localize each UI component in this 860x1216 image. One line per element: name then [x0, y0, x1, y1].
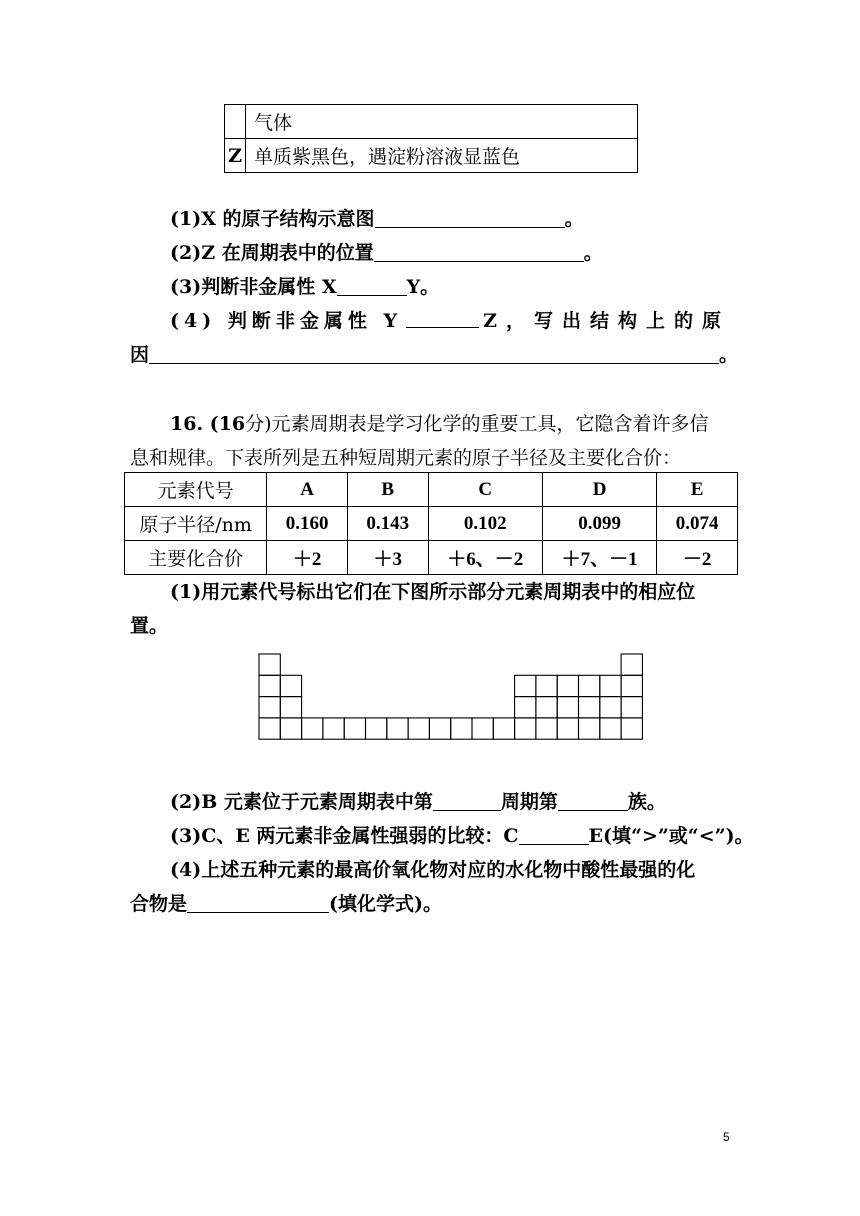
- part-text: 判断非金属性 Y: [227, 310, 403, 332]
- table-cell: 0.143: [347, 507, 428, 541]
- table-cell: 0.099: [542, 507, 656, 541]
- table-row: [125, 541, 738, 575]
- periodic-table-cell[interactable]: [557, 718, 578, 739]
- part-label: (4): [170, 310, 217, 332]
- periodic-table-cell[interactable]: [579, 697, 600, 718]
- periodic-table-cell[interactable]: [302, 718, 323, 739]
- question-stem: 分)元素周期表是学习化学的重要工具，它隐含着许多信: [245, 413, 709, 435]
- table-cell-text: 气体: [246, 105, 638, 139]
- q16-stem-line1: [170, 410, 709, 438]
- table-cell: B: [347, 473, 428, 507]
- part-text: Z 在周期表中的位置: [201, 242, 374, 264]
- periodic-table-cell[interactable]: [280, 675, 301, 696]
- question-stem: 息和规律。下表所列是五种短周期元素的原子半径及主要化合价：: [130, 447, 682, 469]
- group-blank[interactable]: [558, 790, 628, 811]
- part-text: (1)用元素代号标出它们在下图所示部分元素周期表中的相应位: [170, 581, 696, 603]
- periodic-table-cell[interactable]: [579, 718, 600, 739]
- table-cell-text: 单质紫黑色，遇淀粉溶液显蓝色: [246, 139, 638, 173]
- answer-blank[interactable]: [406, 307, 479, 328]
- table-cell: A: [267, 473, 348, 507]
- q15-part1: [170, 205, 584, 233]
- part-line2-start: 因: [130, 344, 150, 366]
- part-text: E(填“>”或“<”)。: [588, 825, 754, 847]
- periodic-table-cell[interactable]: [557, 675, 578, 696]
- table-cell-label: [225, 105, 246, 139]
- period-blank[interactable]: [433, 790, 501, 811]
- table-cell: E: [657, 473, 738, 507]
- periodic-table-cell[interactable]: [323, 718, 344, 739]
- answer-blank[interactable]: [337, 275, 407, 296]
- periodic-table-cell[interactable]: [259, 718, 280, 739]
- q16-part1-line1: [170, 578, 695, 606]
- periodic-table-cell[interactable]: [579, 675, 600, 696]
- answer-blank[interactable]: [149, 343, 719, 364]
- periodic-table-cell[interactable]: [280, 718, 301, 739]
- periodic-table-cell[interactable]: [280, 697, 301, 718]
- table-cell: ＋3: [347, 541, 428, 575]
- periodic-table-cell[interactable]: [387, 718, 408, 739]
- periodic-table-cell[interactable]: [536, 697, 557, 718]
- periodic-table-cell[interactable]: [621, 675, 642, 696]
- part-text: (2)B 元素位于元素周期表中第: [170, 791, 433, 813]
- part-label: (2): [170, 242, 202, 264]
- answer-blank[interactable]: [375, 207, 565, 228]
- periodic-table-cell[interactable]: [557, 697, 578, 718]
- table-cell-label: Z: [225, 139, 246, 173]
- periodic-table-cell[interactable]: [600, 718, 621, 739]
- part-text: (填化学式)。: [329, 893, 442, 915]
- periodic-table-cell[interactable]: [344, 718, 365, 739]
- part-text: X 的原子结构示意图: [201, 208, 375, 230]
- periodic-table-cell[interactable]: [515, 675, 536, 696]
- periodic-table-cell[interactable]: [600, 675, 621, 696]
- periodic-table-cell[interactable]: [515, 697, 536, 718]
- comparison-blank[interactable]: [519, 824, 589, 845]
- row-header: 主要化合价: [125, 541, 267, 575]
- q16-part4-line1: [170, 856, 695, 884]
- q16-part4-line2: [130, 890, 442, 918]
- periodic-table-cell[interactable]: [493, 718, 514, 739]
- table-cell: 0.074: [657, 507, 738, 541]
- part-label: (1): [170, 208, 202, 230]
- periodic-table-cell[interactable]: [600, 697, 621, 718]
- q15-part4-line1: [170, 307, 730, 335]
- part-text: 周期第: [500, 791, 558, 813]
- properties-table-continued: [224, 104, 638, 173]
- periodic-table-cell[interactable]: [451, 718, 472, 739]
- periodic-table-cell[interactable]: [259, 675, 280, 696]
- q15-part3: [170, 273, 439, 301]
- q16-part2: [170, 788, 666, 816]
- part-mid: Y。: [406, 276, 440, 298]
- part-text: 判断非金属性 X: [201, 276, 337, 298]
- table-row: [125, 473, 738, 507]
- table-row: [225, 105, 638, 139]
- table-cell: 0.160: [267, 507, 348, 541]
- part-text: 合物是: [130, 893, 188, 915]
- q16-part3: [170, 822, 754, 850]
- periodic-table-cell[interactable]: [621, 654, 642, 675]
- table-cell: ＋2: [267, 541, 348, 575]
- element-data-table: [124, 472, 738, 575]
- periodic-table-cell[interactable]: [472, 718, 493, 739]
- part-text: 置。: [130, 615, 169, 637]
- row-header: 元素代号: [125, 473, 267, 507]
- periodic-table-cell[interactable]: [536, 718, 557, 739]
- periodic-table-cell[interactable]: [408, 718, 429, 739]
- periodic-table-cell[interactable]: [621, 697, 642, 718]
- part-text: (4)上述五种元素的最高价氧化物对应的水化物中酸性最强的化: [170, 859, 696, 881]
- periodic-table-cell[interactable]: [259, 654, 280, 675]
- answer-blank[interactable]: [374, 241, 584, 262]
- row-header: 原子半径/nm: [125, 507, 267, 541]
- table-cell: ＋6、－2: [428, 541, 542, 575]
- q15-part4-line2: [130, 341, 738, 369]
- formula-blank[interactable]: [187, 892, 329, 913]
- periodic-table-cell[interactable]: [366, 718, 387, 739]
- periodic-table-cell[interactable]: [621, 718, 642, 739]
- q15-part2: [170, 239, 603, 267]
- periodic-table-cell[interactable]: [429, 718, 450, 739]
- table-cell: ＋7、－1: [542, 541, 656, 575]
- q16-part1-line2: [130, 612, 168, 640]
- part-text: (3)C、E 两元素非金属性强弱的比较：C: [170, 825, 519, 847]
- periodic-table-cell[interactable]: [515, 718, 536, 739]
- table-cell: 0.102: [428, 507, 542, 541]
- question-number: 16. (16: [170, 413, 246, 435]
- part-label: (3): [170, 276, 202, 298]
- part-text: 族。: [627, 791, 666, 813]
- page-number: 5: [723, 1130, 730, 1144]
- part-mid: Z，写出结构上的原: [483, 310, 730, 332]
- table-row: [125, 507, 738, 541]
- q16-stem-line2: [130, 444, 681, 472]
- table-cell: C: [428, 473, 542, 507]
- periodic-table-cell[interactable]: [259, 697, 280, 718]
- part-end: 。: [583, 242, 603, 264]
- periodic-table-outline: [258, 653, 644, 747]
- table-cell: －2: [657, 541, 738, 575]
- periodic-table-cell[interactable]: [536, 675, 557, 696]
- part-end: 。: [564, 208, 584, 230]
- table-cell: D: [542, 473, 656, 507]
- part-end: 。: [719, 344, 739, 366]
- table-row: [225, 139, 638, 173]
